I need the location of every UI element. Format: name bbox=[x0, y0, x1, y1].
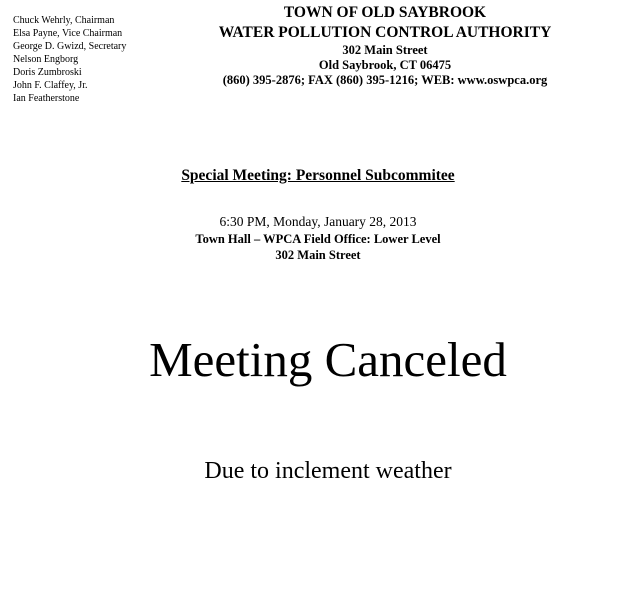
member-name: Elsa Payne, Vice Chairman bbox=[13, 28, 123, 39]
meeting-title: Special Meeting: Personnel Subcommitee bbox=[181, 167, 455, 184]
cancellation-reason: Due to inclement weather bbox=[204, 458, 452, 484]
meeting-datetime: 6:30 PM, Monday, January 28, 2013 bbox=[219, 214, 417, 229]
members-list bbox=[13, 14, 126, 105]
member-name: Chuck Wehrly, Chairman bbox=[13, 15, 115, 26]
city-state-zip: Old Saybrook, CT 06475 bbox=[318, 58, 452, 72]
letterhead bbox=[190, 3, 580, 88]
street-address: 302 Main Street bbox=[342, 43, 428, 57]
meeting-address: 302 Main Street bbox=[275, 248, 361, 262]
town-name: TOWN OF OLD SAYBROOK bbox=[283, 4, 487, 21]
member-name: Nelson Engborg bbox=[13, 54, 79, 65]
member-name: George D. Gwizd, Secretary bbox=[13, 41, 127, 52]
cancellation-status: Meeting Canceled bbox=[149, 332, 507, 387]
member-name: John F. Claffey, Jr. bbox=[13, 80, 88, 91]
meeting-location: Town Hall – WPCA Field Office: Lower Level bbox=[195, 232, 441, 246]
meeting-details bbox=[0, 213, 621, 263]
authority-name: WATER POLLUTION CONTROL AUTHORITY bbox=[218, 24, 552, 41]
member-name: Ian Featherstone bbox=[13, 93, 80, 104]
contact-info: (860) 395-2876; FAX (860) 395-1216; WEB: www.oswpca.org bbox=[222, 73, 548, 87]
member-name: Doris Zumbroski bbox=[13, 67, 82, 78]
